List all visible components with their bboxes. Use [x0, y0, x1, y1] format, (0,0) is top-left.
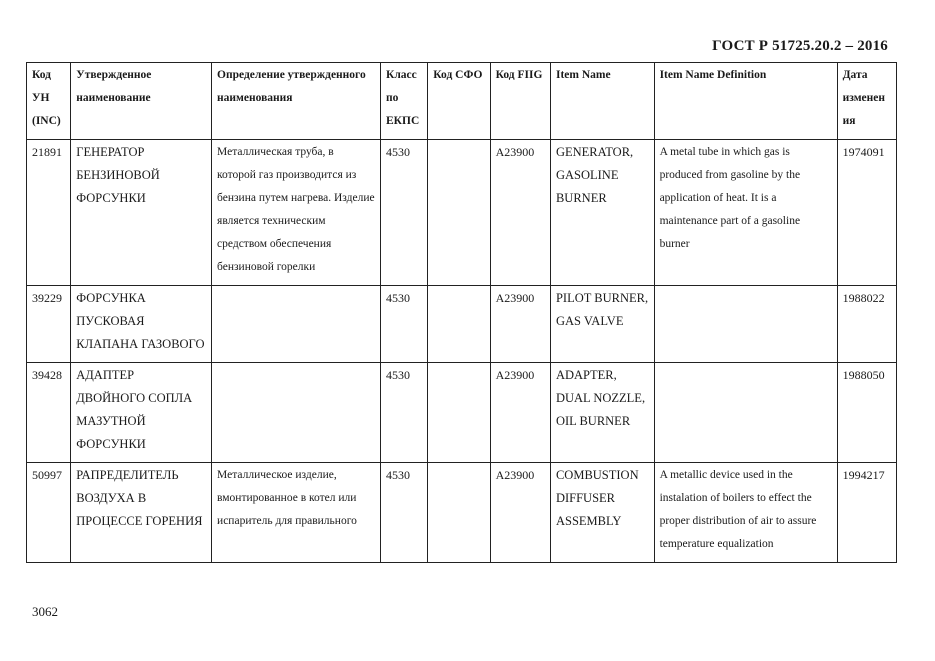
- cell-sfo: [428, 463, 490, 563]
- header-fiig: Код FIIG: [490, 63, 550, 140]
- cell-definition: Металлическая труба, в которой газ производится из бензина путем нагрева. Изделие является техническим средством обеспечения бензиновой горелки: [212, 140, 381, 286]
- header-item-definition: Item Name Definition: [654, 63, 837, 140]
- header-class: Класс по ЕКПС: [381, 63, 428, 140]
- cell-item-name: GENERATOR, GASOLINE BURNER: [550, 140, 654, 286]
- cell-item-name: ADAPTER, DUAL NOZZLE, OIL BURNER: [550, 363, 654, 463]
- cell-approved-name: РАПРЕДЕЛИТЕЛЬ ВОЗДУХА В ПРОЦЕССЕ ГОРЕНИЯ: [71, 463, 212, 563]
- cell-fiig: A23900: [490, 286, 550, 363]
- cell-item-definition: [654, 363, 837, 463]
- cell-item-definition: [654, 286, 837, 363]
- header-approved-name: Утвержденное наименование: [71, 63, 212, 140]
- cell-inc: 39428: [27, 363, 71, 463]
- header-sfo: Код СФО: [428, 63, 490, 140]
- catalog-table: [26, 62, 897, 563]
- page-number: 3062: [32, 604, 58, 619]
- cell-date: 1988050: [837, 363, 896, 463]
- header-inc: Код УН (INC): [27, 63, 71, 140]
- cell-fiig: A23900: [490, 140, 550, 286]
- cell-fiig: A23900: [490, 463, 550, 563]
- cell-inc: 21891: [27, 140, 71, 286]
- cell-definition: Металлическое изделие, вмонтированное в котел или испаритель для правильного: [212, 463, 381, 563]
- header-row: [27, 63, 897, 140]
- cell-definition: [212, 286, 381, 363]
- cell-definition: [212, 363, 381, 463]
- cell-class: 4530: [381, 463, 428, 563]
- cell-sfo: [428, 363, 490, 463]
- cell-date: 1988022: [837, 286, 896, 363]
- cell-item-name: PILOT BURNER, GAS VALVE: [550, 286, 654, 363]
- table-row: [27, 363, 897, 463]
- header-item-name: Item Name: [550, 63, 654, 140]
- cell-approved-name: ФОРСУНКА ПУСКОВАЯ КЛАПАНА ГАЗОВОГО: [71, 286, 212, 363]
- cell-fiig: A23900: [490, 363, 550, 463]
- table-row: [27, 463, 897, 563]
- cell-item-definition: A metallic device used in the instalation of boilers to effect the proper distribution of air to assure temperature equalization: [654, 463, 837, 563]
- cell-date: 1974091: [837, 140, 896, 286]
- cell-item-definition: A metal tube in which gas is produced from gasoline by the application of heat. It is a maintenance part of a gasoline burner: [654, 140, 837, 286]
- header-definition: Определение утвержденного наименования: [212, 63, 381, 140]
- cell-class: 4530: [381, 140, 428, 286]
- cell-class: 4530: [381, 286, 428, 363]
- cell-item-name: COMBUSTION DIFFUSER ASSEMBLY: [550, 463, 654, 563]
- cell-sfo: [428, 286, 490, 363]
- cell-class: 4530: [381, 363, 428, 463]
- standard-designation: ГОСТ Р 51725.20.2 – 2016: [712, 38, 888, 54]
- table-row: [27, 286, 897, 363]
- table-row: [27, 140, 897, 286]
- cell-approved-name: АДАПТЕР ДВОЙНОГО СОПЛА МАЗУТНОЙ ФОРСУНКИ: [71, 363, 212, 463]
- cell-inc: 50997: [27, 463, 71, 563]
- header-date: Дата изменения: [837, 63, 896, 140]
- cell-inc: 39229: [27, 286, 71, 363]
- cell-approved-name: ГЕНЕРАТОР БЕНЗИНОВОЙ ФОРСУНКИ: [71, 140, 212, 286]
- cell-date: 1994217: [837, 463, 896, 563]
- cell-sfo: [428, 140, 490, 286]
